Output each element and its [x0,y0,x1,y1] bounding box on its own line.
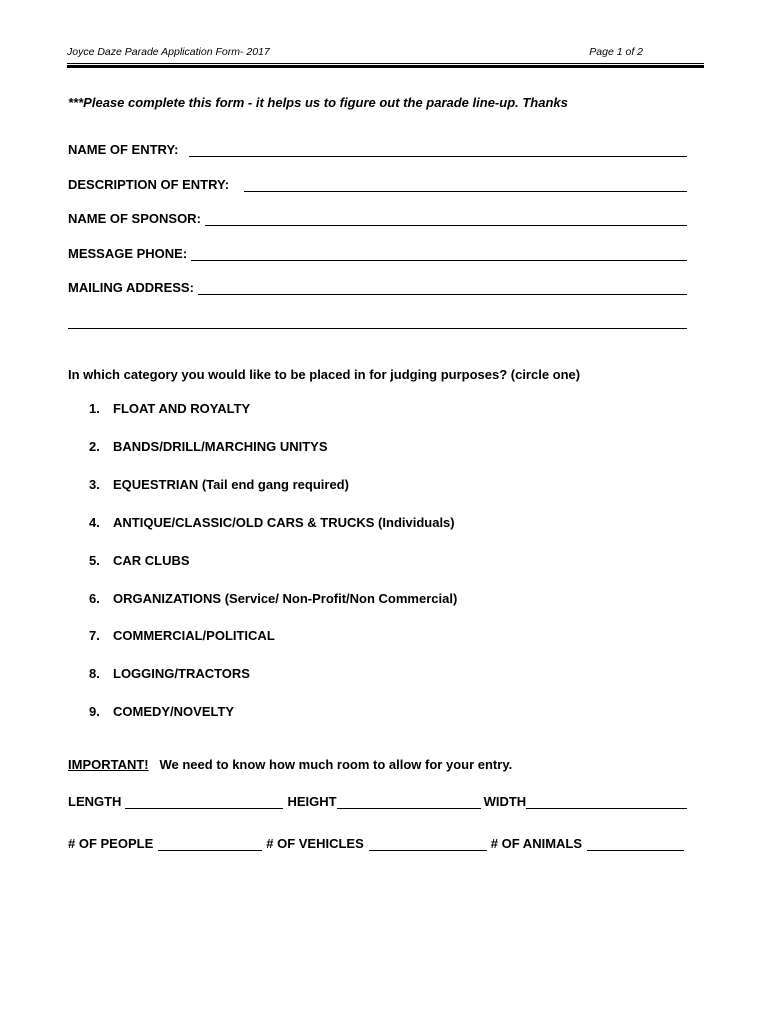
category-label: BANDS/DRILL/MARCHING UNITYS [113,439,328,454]
category-item[interactable]: 7. COMMERCIAL/POLITICAL [89,628,275,643]
mailing-address-input-line[interactable] [198,280,687,295]
vehicles-label: # OF VEHICLES [266,836,364,851]
message-phone-input-line[interactable] [191,246,687,261]
category-item[interactable]: 9. COMEDY/NOVELTY [89,704,235,719]
category-item[interactable]: 2. BANDS/DRILL/MARCHING UNITYS [89,439,328,454]
category-item[interactable]: 8. LOGGING/TRACTORS [89,666,250,681]
length-input-line[interactable] [125,794,283,809]
category-label: COMEDY/NOVELTY [113,704,235,719]
form-title: Joyce Daze Parade Application Form- 2017 [67,46,270,58]
width-label: WIDTH [483,794,527,809]
category-label: COMMERCIAL/POLITICAL [113,628,275,643]
important-note [68,757,512,772]
height-input-line[interactable] [337,794,481,809]
header-rule [67,63,704,68]
page-header [67,46,703,62]
animals-input-line[interactable] [587,836,684,851]
category-question: In which category you would like to be placed in for judging purposes? (circle one) [68,367,581,382]
people-label: # OF PEOPLE [68,836,154,851]
name-of-sponsor-label: NAME OF SPONSOR: [68,211,201,226]
category-item[interactable]: 6. ORGANIZATIONS (Service/ Non-Profit/Non Commercial) [89,591,458,606]
name-of-entry-field [68,139,687,157]
description-of-entry-input-line[interactable] [244,177,687,192]
counts-row [68,833,684,851]
category-label: FLOAT AND ROYALTY [113,401,251,416]
important-label: IMPORTANT! [68,757,149,772]
name-of-sponsor-field [68,208,687,226]
mailing-address-continuation-line[interactable] [68,328,687,329]
vehicles-input-line[interactable] [369,836,487,851]
category-item[interactable]: 4. ANTIQUE/CLASSIC/OLD CARS & TRUCKS (Individuals) [89,515,455,530]
message-phone-field [68,243,687,261]
mailing-address-label: MAILING ADDRESS: [68,280,194,295]
category-label: CAR CLUBS [113,553,190,568]
name-of-sponsor-input-line[interactable] [205,211,687,226]
name-of-entry-input-line[interactable] [189,142,687,157]
name-of-entry-label: NAME OF ENTRY: [68,142,179,157]
mailing-address-field [68,277,687,295]
category-label: LOGGING/TRACTORS [113,666,250,681]
people-input-line[interactable] [158,836,262,851]
dimensions-row [68,791,687,809]
message-phone-label: MESSAGE PHONE: [68,246,188,261]
important-text: We need to know how much room to allow for your entry. [159,757,513,772]
category-item[interactable]: 1. FLOAT AND ROYALTY [89,401,251,416]
category-label: EQUESTRIAN (Tail end gang required) [113,477,349,492]
intro-text: ***Please complete this form - it helps us to figure out the parade line-up. Thanks [68,95,568,110]
category-label: ORGANIZATIONS (Service/ Non-Profit/Non Commercial) [113,591,458,606]
height-label: HEIGHT [287,794,337,809]
length-label: LENGTH [68,794,122,809]
category-label: ANTIQUE/CLASSIC/OLD CARS & TRUCKS (Individuals) [113,515,455,530]
description-of-entry-label: DESCRIPTION OF ENTRY: [68,177,230,192]
page-number: Page 1 of 2 [589,46,643,58]
description-of-entry-field [68,174,687,192]
animals-label: # OF ANIMALS [490,836,583,851]
category-item[interactable]: 3. EQUESTRIAN (Tail end gang required) [89,477,349,492]
width-input-line[interactable] [526,794,687,809]
category-item[interactable]: 5. CAR CLUBS [89,553,190,568]
